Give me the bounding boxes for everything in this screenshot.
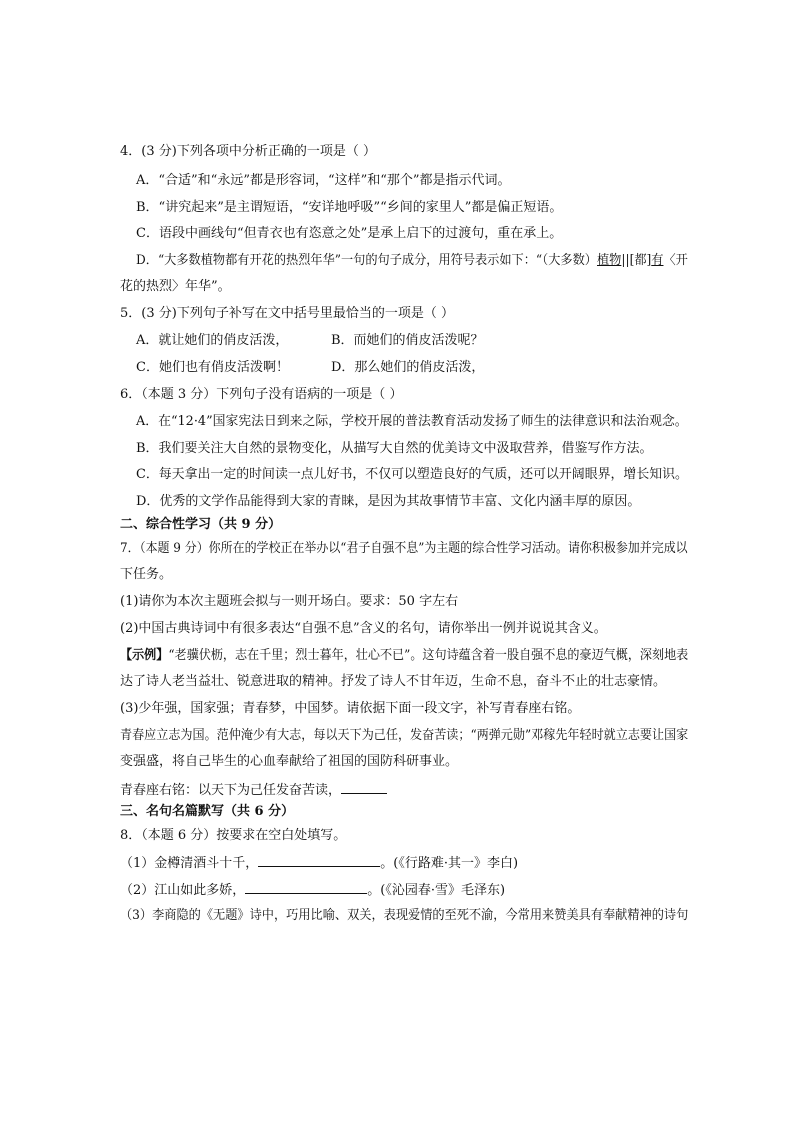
section2-title: 二、综合性学习（共 9 分） bbox=[120, 517, 282, 532]
q4-stem: 4．(3 分)下列各项中分析正确的一项是（ ） bbox=[120, 144, 376, 159]
q7-motto bbox=[120, 780, 387, 800]
q6-option-d: D．优秀的文学作品能得到大家的青睐，是因为其故事情节丰富、文化内涵丰厚的原因。 bbox=[136, 494, 641, 509]
q8-item-1-pre: （1）金樽清酒斗十千， bbox=[120, 856, 259, 871]
q7-example-line1 bbox=[120, 647, 688, 665]
q6-stem: 6．（本题 3 分）下列句子没有语病的一项是（ ） bbox=[120, 387, 403, 402]
q8-item-2-pre: （2）江山如此多娇， bbox=[120, 883, 246, 898]
q4-option-b: B．“讲究起来”是主谓短语，“安详地呼吸”“乡间的家里人”都是偏正短语。 bbox=[136, 200, 563, 215]
q7-stem-line1: 7．（本题 9 分）你所在的学校正在举办以“君子自强不息”为主题的综合性学习活动。请你积极参加并完成以 bbox=[120, 541, 688, 556]
q7-task-1: (1)请你为本次主题班会拟与一则开场白。要求：50 字左右 bbox=[120, 594, 459, 609]
q4-option-d bbox=[136, 252, 688, 270]
q5-option-c: C．她们也有俏皮活泼啊！ bbox=[136, 360, 289, 375]
q6-option-a: A．在“12·4”国家宪法日到来之际，学校开展的普法教育活动发扬了师生的法律意识和法治观念。 bbox=[136, 414, 688, 429]
motto-text: 青春座右铭：以天下为己任发奋苦读， bbox=[120, 783, 342, 798]
example-text: “老骥伏枥，志在千里；烈士暮年，壮心不已”。这句诗蕴含着一股自强不息的豪迈气概，深刻地表 bbox=[168, 648, 689, 663]
q4-option-c: C．语段中画线句“但青衣也有恣意之处”是承上启下的过渡句，重在承上。 bbox=[136, 226, 563, 241]
q4-option-d-predicate: 有 bbox=[651, 253, 664, 268]
q8-item-1 bbox=[120, 853, 518, 873]
q4-option-d-pre: D．“大多数植物都有开花的热烈年华”一句的句子成分，用符号表示如下：“（大多数） bbox=[136, 253, 597, 268]
q7-paragraph-line1: 青春应立志为国。范仲淹少有大志，每以天下为己任，发奋苦读；“两弹元勋”邓稼先年轻时就立志要让国家 bbox=[120, 728, 689, 743]
q5-option-b: B．而她们的俏皮活泼呢？ bbox=[331, 333, 484, 348]
q7-example-line2: 达了诗人老当益壮、锐意进取的精神。抒发了诗人不甘年迈，生命不息，奋斗不止的壮志豪情。 bbox=[120, 674, 667, 689]
section3-title: 三、名句名篇默写（共 6 分） bbox=[120, 804, 295, 819]
q7-paragraph-line2: 变强盛，将自己毕生的心血奉献给了祖国的国防科研事业。 bbox=[120, 754, 459, 769]
q6-option-c: C．每天拿出一定的时间读一点儿好书，不仅可以塑造良好的气质，还可以开阔眼界，增长知识。 bbox=[136, 467, 688, 482]
q6-option-b: B．我们要关注大自然的景物变化，从描写大自然的优美诗文中汲取营养，借鉴写作方法。 bbox=[136, 441, 653, 456]
example-tag: 【示例】 bbox=[120, 648, 169, 663]
q8-item-2-post: 。(《沁园春·雪》毛泽东) bbox=[367, 883, 506, 898]
q4-option-d-post: 〈开 bbox=[663, 253, 688, 268]
q4-option-d-cont: 花的热烈〉年华”。 bbox=[120, 279, 231, 294]
q8-item-2-blank[interactable] bbox=[245, 880, 367, 894]
q7-task-2: (2)中国古典诗词中有很多表达“自强不息”含义的名句，请你举出一例并说说其含义。 bbox=[120, 621, 607, 636]
q4-option-d-subject: 植物 bbox=[596, 253, 622, 268]
q7-task-3: (3)少年强，国家强；青春梦，中国梦。请依据下面一段文字，补写青春座右铭。 bbox=[120, 701, 581, 716]
q8-stem: 8．（本题 6 分）按要求在空白处填写。 bbox=[120, 828, 347, 843]
motto-answer-blank[interactable] bbox=[341, 780, 387, 794]
q4-option-a: A．“合适”和“永远”都是形容词，“这样”和“那个”都是指示代词。 bbox=[136, 173, 511, 188]
q5-option-a: A．就让她们的俏皮活泼， bbox=[136, 333, 289, 348]
q8-item-1-blank[interactable] bbox=[258, 853, 380, 867]
q5-stem: 5．(3 分)下列句子补写在文中括号里最恰当的一项是（ ） bbox=[120, 306, 454, 321]
q8-item-1-post: 。(《行路难·其一》李白) bbox=[380, 856, 519, 871]
q8-item-2 bbox=[120, 880, 505, 900]
q5-option-d: D．那么她们的俏皮活泼， bbox=[331, 360, 485, 375]
q8-item-3: （3）李商隐的《无题》诗中，巧用比喻、双关，表现爱情的至死不渝，今常用来赞美具有奉献精神的诗句 bbox=[120, 908, 689, 923]
q7-stem-line2: 下任务。 bbox=[120, 567, 173, 582]
q4-option-d-mid: ||[都] bbox=[621, 253, 652, 268]
